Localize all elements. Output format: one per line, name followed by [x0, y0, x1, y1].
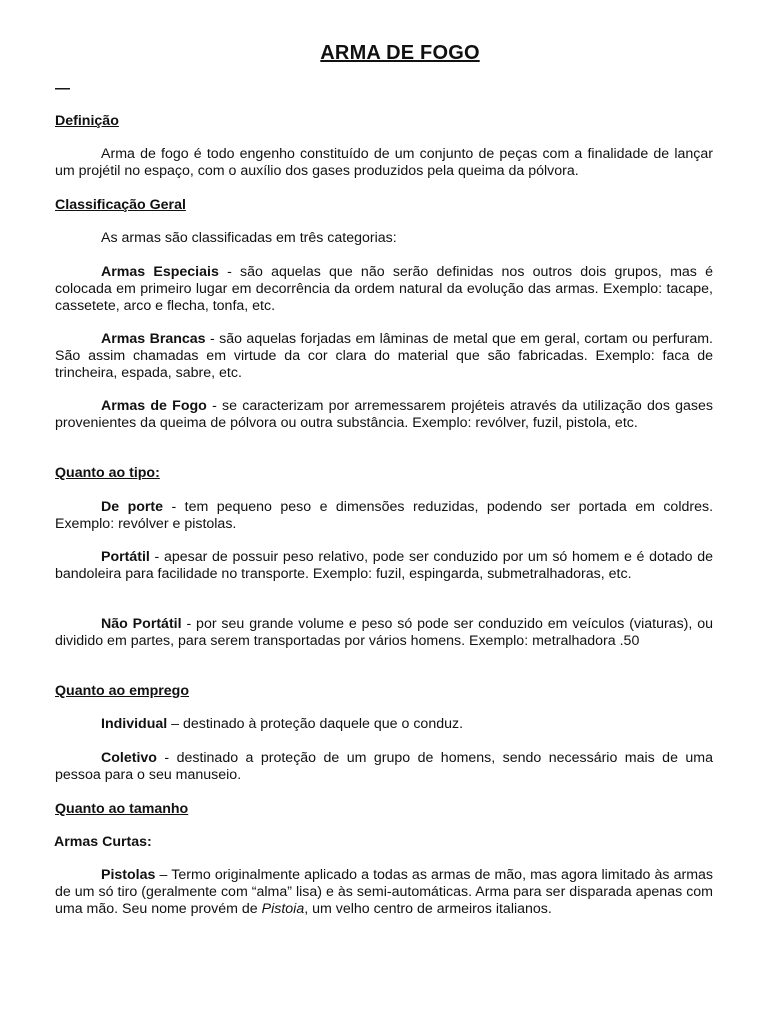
portatil-text: - apesar de possuir peso relativo, pode ser conduzido por um só homem e é dotado de bandoleira para facilidade no transporte. Exemplo: fuzil, espingarda, submetralhadoras, etc. — [55, 549, 713, 582]
heading-classificacao: Classificação Geral — [55, 197, 186, 213]
paragraph-portatil — [55, 549, 713, 583]
individual-term: Individual — [101, 716, 168, 732]
definicao-text: Arma de fogo é todo engenho constituído de um conjunto de peças com a finalidade de lançar um projétil no espaço, com o auxílio dos gases produzidos pela queima da pólvora. — [55, 146, 713, 179]
classificacao-intro-text: As armas são classificadas em três categorias: — [101, 230, 397, 246]
paragraph-armas-brancas — [55, 331, 713, 381]
paragraph-armas-especiais — [55, 264, 713, 314]
paragraph-coletivo — [55, 750, 713, 784]
armas-especiais-term: Armas Especiais — [101, 264, 219, 280]
paragraph-armas-de-fogo — [55, 398, 713, 432]
nao-portatil-text: - por seu grande volume e peso só pode ser conduzido em veículos (viaturas), ou dividido em partes, para serem transportadas por vários homens. Exemplo: metralhadora .50 — [55, 616, 713, 649]
title-dash: — — [55, 80, 70, 97]
paragraph-classificacao-intro — [55, 230, 713, 247]
pistolas-term: Pistolas — [101, 867, 156, 883]
paragraph-pistolas — [55, 867, 713, 917]
coletivo-text: - destinado a proteção de um grupo de homens, sendo necessário mais de uma pessoa para o seu manuseio. — [55, 750, 713, 783]
armas-brancas-text: - são aquelas forjadas em lâminas de metal que em geral, cortam ou perfuram. São assim chamadas em virtude da cor clara do material que são fabricadas. Exemplo: faca de trincheira, espada, sabre, etc. — [55, 331, 713, 381]
de-porte-text: - tem pequeno peso e dimensões reduzidas, podendo ser portada em coldres. Exemplo: revólver e pistolas. — [55, 499, 714, 532]
nao-portatil-term: Não Portátil — [101, 616, 182, 632]
coletivo-term: Coletivo — [101, 750, 157, 766]
paragraph-de-porte — [55, 499, 713, 533]
paragraph-nao-portatil — [55, 616, 713, 650]
armas-especiais-text: - são aquelas que não serão definidas nos outros dois grupos, mas é colocada em primeiro lugar em decorrência da ordem natural da evolução das armas. Exemplo: tacape, cassetete, arco e flecha, tonfa, etc. — [55, 264, 713, 314]
paragraph-individual — [55, 716, 713, 733]
heading-emprego: Quanto ao emprego — [55, 683, 190, 699]
pistolas-text-2: , um velho centro de armeiros italianos. — [304, 900, 552, 917]
heading-tipo: Quanto ao tipo: — [55, 465, 160, 481]
armas-brancas-term: Armas Brancas — [101, 331, 206, 347]
portatil-term: Portátil — [101, 549, 150, 565]
heading-definicao: Definição — [55, 113, 119, 129]
armas-de-fogo-term: Armas de Fogo — [101, 398, 207, 414]
armas-de-fogo-text: - se caracterizam por arremessarem projéteis através da utilização dos gases provenientes da queima de pólvora ou outra substância. Exemplo: revólver, fuzil, pistola, etc. — [55, 398, 713, 431]
individual-text: – destinado à proteção daquele que o conduz. — [167, 716, 464, 732]
paragraph-definicao — [55, 146, 713, 180]
pistolas-italic: Pistoia — [261, 900, 305, 917]
heading-tamanho: Quanto ao tamanho — [55, 801, 189, 817]
de-porte-term: De porte — [101, 499, 164, 515]
subheading-armas-curtas: Armas Curtas: — [54, 834, 152, 850]
document-title: ARMA DE FOGO — [320, 42, 480, 64]
pistolas-text-1: – Termo originalmente aplicado a todas as armas de mão, mas agora limitado às armas de um só tiro (geralmente com “alma” lisa) e às semi-automáticas. Arma para ser disparada apenas com uma mão. Seu nome provém de — [55, 867, 713, 917]
